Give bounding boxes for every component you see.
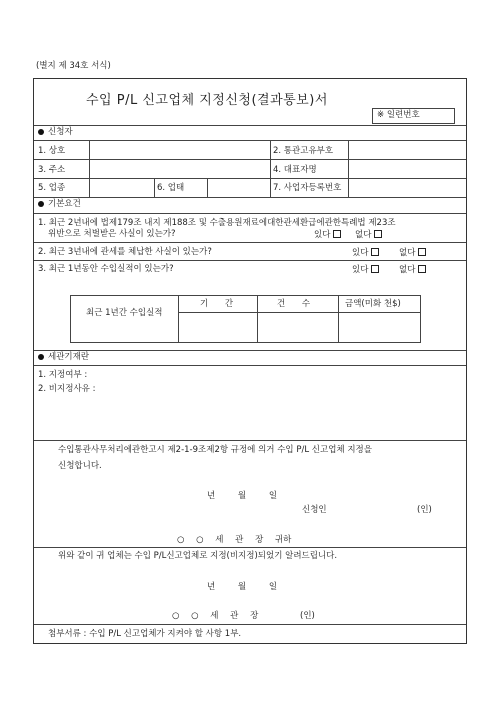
checkbox-icon — [374, 230, 382, 238]
checkbox-icon — [333, 230, 341, 238]
q3-no-option[interactable]: 없다 — [399, 265, 426, 275]
q3-yes-option[interactable]: 있다 — [352, 265, 379, 275]
notice-date: 년 월 일 — [207, 582, 278, 592]
section-basic-requirements: 기본요건 — [48, 199, 81, 209]
checkbox-icon — [371, 248, 379, 256]
trade-name-label: 1. 상호 — [38, 146, 66, 156]
q2-yes-option[interactable]: 있다 — [352, 248, 379, 258]
requirement-q1-line2: 위반으로 처벌받은 사실이 있는가? — [48, 229, 176, 239]
q1-yes-option[interactable]: 있다 — [314, 230, 341, 240]
applicant-seal: (인) — [417, 505, 432, 515]
designation-label: 1. 지정여부 : — [38, 370, 88, 380]
business-type-label: 5. 업종 — [38, 183, 66, 193]
checkbox-icon — [418, 265, 426, 273]
serial-number-label: ※ 일련번호 — [377, 110, 420, 120]
col-period-header: 기 간 — [200, 299, 234, 309]
section-applicant: 신청자 — [48, 127, 73, 137]
section-customs-entry: 세관기재란 — [48, 352, 90, 362]
col-count-header: 건 수 — [277, 299, 311, 309]
page-title: 수입 P/L 신고업체 지정신청(결과통보)서 — [86, 93, 328, 108]
business-category-label: 6. 업태 — [157, 183, 185, 193]
attachment-note: 첨부서류 : 수입 P/L 신고업체가 지켜야 할 사항 1부. — [48, 629, 242, 639]
application-statement-line1: 수입통관사무처리에관한고시 제2-1-9조제2항 규정에 의거 수입 P/L 신고업체 지정을 — [58, 445, 372, 455]
representative-label: 4. 대표자명 — [273, 165, 317, 175]
application-date: 년 월 일 — [207, 491, 278, 501]
application-statement-line2: 신청합니다. — [58, 461, 102, 471]
checkbox-icon — [371, 265, 379, 273]
requirement-q1-line1: 1. 최근 2년내에 법제179조 내지 제188조 및 수출용원재료에대한관세환급에관한특례법 제23조 — [38, 218, 396, 228]
q2-no-option[interactable]: 없다 — [399, 248, 426, 258]
notice-statement: 위와 같이 귀 업체는 수입 P/L신고업체로 지정(비지정)되었기 알려드립니다. — [58, 551, 338, 561]
requirement-q3: 3. 최근 1년동안 수입실적이 있는가? — [38, 264, 174, 274]
requirement-q2: 2. 최근 3년내에 관세를 체납한 사실이 있는가? — [38, 247, 212, 257]
section-bullet-icon — [38, 201, 44, 207]
form-number: (별지 제 34호 서식) — [36, 61, 111, 71]
notice-seal: (인) — [300, 611, 315, 621]
checkbox-icon — [418, 248, 426, 256]
rejection-reason-label: 2. 비지정사유 : — [38, 384, 96, 394]
business-reg-no-label: 7. 사업자등록번호 — [273, 183, 342, 193]
section-bullet-icon — [38, 354, 44, 360]
application-addressee: ○ ○ 세 관 장 귀하 — [177, 535, 292, 545]
section-bullet-icon — [38, 129, 44, 135]
import-record-row-label: 최근 1년간 수입실적 — [86, 308, 163, 318]
address-label: 3. 주소 — [38, 165, 66, 175]
col-amount-header: 금액(미화 천$) — [345, 299, 401, 309]
applicant-label: 신청인 — [302, 505, 327, 515]
q1-no-option[interactable]: 없다 — [355, 230, 382, 240]
notice-issuer: ○ ○ 세 관 장 — [172, 611, 259, 621]
customs-code-label: 2. 통관고유부호 — [273, 146, 334, 156]
